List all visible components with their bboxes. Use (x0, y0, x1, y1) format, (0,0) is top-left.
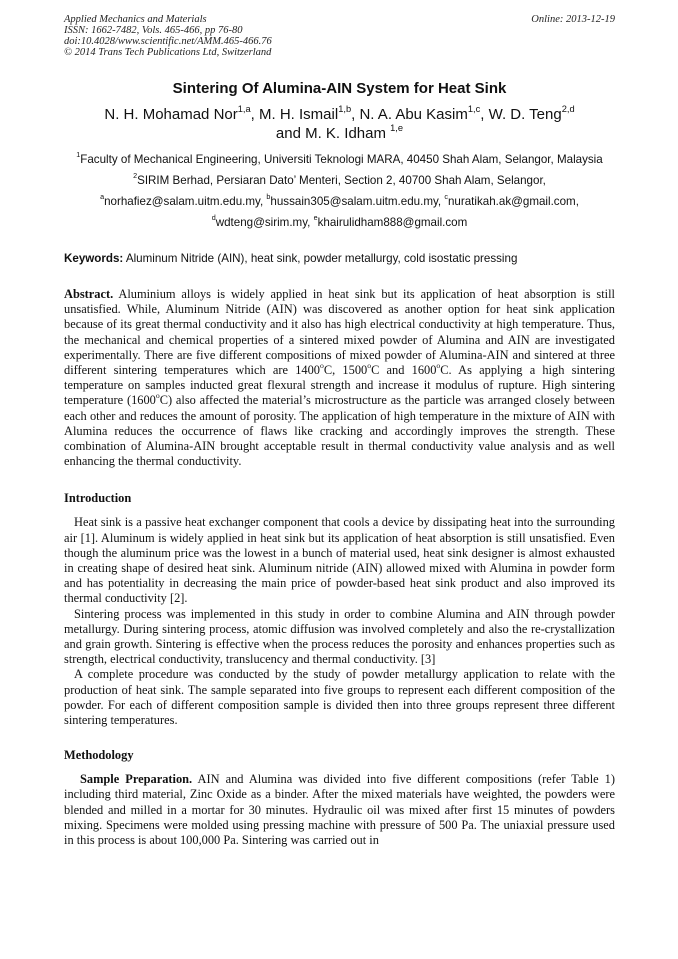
author-separator: , (480, 106, 489, 123)
abstract-text: C) also affected the material’s microstructure as the particle was arranged closely between each other and reduces the amount of porosity. The application of high temperature in the mixture of AIN with Alumina reduces the occurrence of flaws like cracking and accordingly improves the strength. These combination of Alumina-AIN brought acceptable result in thermal conductivity value analysis and as well enhancing the thermal conductivity. (64, 393, 615, 469)
author-name: N. A. Abu Kasim (359, 106, 468, 123)
subsection-label: Sample Preparation. (80, 772, 193, 787)
author-affiliation-mark: 1,a (237, 103, 251, 114)
email-mark: a (100, 192, 105, 202)
email-line-2 (64, 215, 615, 230)
abstract (64, 287, 615, 469)
author-list (64, 105, 615, 143)
paper-title: Sintering Of Alumina-AIN System for Heat Sink (172, 80, 507, 97)
author-name: and M. K. Idham (275, 125, 391, 142)
degree-mark: o (367, 360, 372, 370)
affiliation-mark: 2 (133, 171, 138, 181)
abstract-text: C. As applying a high sintering temperature on samples inducted great flexural strength and increase it modulus of rupture. High sintering temperature (1600 (64, 363, 616, 408)
author-affiliation-mark: 1,e (390, 122, 404, 133)
introduction-paragraph: Heat sink is a passive heat exchanger component that cools a device by dissipating heat into the surrounding air [1]. Aluminum is widely applied in heat sink but its application of heat absorption is still unsatisfied. Even though the aluminum price was the lowest in a bunch of material used, heat sink designer is almost exhausted in creating shape of desired heat sink. Aluminum nitride (AIN) allowed mixed with Alumina in powder form and has potentiality in decreasing the main price of powder-based heat sink product and also improved its thermal conductivity [2]. (64, 515, 615, 606)
author-name: N. H. Mohamad Nor (104, 106, 238, 123)
degree-mark: o (320, 360, 324, 370)
affiliation-text: SIRIM Berhad, Persiaran Dato’ Menteri, Section 2, 40700 Shah Alam, Selangor, (137, 174, 546, 187)
author-affiliation-mark: 1,b (338, 103, 352, 114)
abstract-text: Aluminium alloys is widely applied in heat sink but its application of heat absorption is still unsatisfied. While, Aluminum Nitride (AIN) was discovered as another option for heat sink application because of its great thermal conductivity and it also has high electrical conductivity at high temperature. Thus, the mechanical and chemical properties of a sintered mixed powder of Alumina and AIN are investigated experimentally. There are five different compositions of mixed powder of Alumina-AIN and sintered at three different sintering temperatures which are 1400 (64, 287, 615, 378)
abstract-text: C, 1500 (323, 363, 368, 378)
email-line-1 (64, 194, 615, 209)
keywords (64, 251, 615, 266)
abstract-text: C and 1600 (371, 363, 437, 378)
author-separator: , (250, 106, 260, 123)
affiliation-2 (64, 173, 615, 188)
email-address[interactable]: wdteng@sirim.my, (215, 216, 314, 229)
journal-copyright: © 2014 Trans Tech Publications Ltd, Switzerland (64, 47, 272, 58)
methodology-text: AIN and Alumina was divided into five different compositions (refer Table 1) including third material, Zinc Oxide as a binder. After the mixed materials have weighted, the powders were blended and milled in a mortar for 30 minutes. Hydraulic oil was mixed after first 15 minutes of powders mixing. Specimens were molded using pressing machine with pressure of 500 Pa. The uniaxial pressure used in this process is about 100,000 Pa. Sintering was carried out in (64, 772, 616, 848)
introduction-heading: Introduction (64, 491, 132, 506)
methodology-heading: Methodology (64, 748, 134, 763)
introduction-paragraph: Sintering process was implemented in this study in order to combine Alumina and AIN through powder metallurgy. During sintering process, atomic diffusion was involved completely and also the re-crystallization and grain growth. Sintering is effective when the process reduces the porosity and enhances properties such as strength, electrical conductivity, translucency and thermal conductivity. [3] (64, 606, 615, 667)
email-mark: c (444, 192, 448, 202)
author-affiliation-mark: 1,c (467, 103, 481, 114)
online-date: Online: 2013-12-19 (531, 14, 615, 25)
affiliation-text: Faculty of Mechanical Engineering, Universiti Teknologi MARA, 40450 Shah Alam, Selangor, Malaysia (80, 153, 603, 166)
introduction-paragraph: A complete procedure was conducted by the study of powder metallurgy application to relate with the production of heat sink. The sample separated into five groups to represent each different composition of the powder. For each of different composition sample is divided then into three groups represent three different sintering temperatures. (64, 667, 615, 728)
affiliation-mark: 1 (76, 150, 81, 160)
degree-mark: o (436, 360, 441, 370)
journal-header (64, 14, 615, 58)
author-affiliation-mark: 2,d (561, 103, 575, 114)
email-address[interactable]: norhafiez@salam.uitm.edu.my, (104, 195, 267, 208)
email-mark: b (266, 192, 271, 202)
affiliation-1 (64, 152, 615, 167)
journal-doi: doi:10.4028/www.scientific.net/AMM.465-466.76 (64, 36, 272, 47)
keywords-text: Aluminum Nitride (AIN), heat sink, powder metallurgy, cold isostatic pressing (123, 252, 518, 265)
paper-page (64, 14, 615, 848)
journal-issn: ISSN: 1662-7482, Vols. 465-466, pp 76-80 (64, 25, 243, 36)
abstract-label: Abstract. (64, 287, 114, 301)
journal-name: Applied Mechanics and Materials (64, 14, 207, 25)
email-mark: d (211, 213, 216, 223)
email-address[interactable]: nuratikah.ak@gmail.com, (447, 195, 579, 208)
author-separator: , (351, 106, 360, 123)
author-name: W. D. Teng (488, 106, 562, 123)
email-address[interactable]: hussain305@salam.uitm.edu.my, (270, 195, 445, 208)
email-mark: e (313, 213, 318, 223)
keywords-label: Keywords: (64, 252, 124, 265)
degree-mark: o (155, 391, 160, 401)
methodology-paragraph (64, 772, 615, 848)
email-address[interactable]: khairulidham888@gmail.com (317, 216, 468, 229)
author-name: M. H. Ismail (259, 106, 339, 123)
